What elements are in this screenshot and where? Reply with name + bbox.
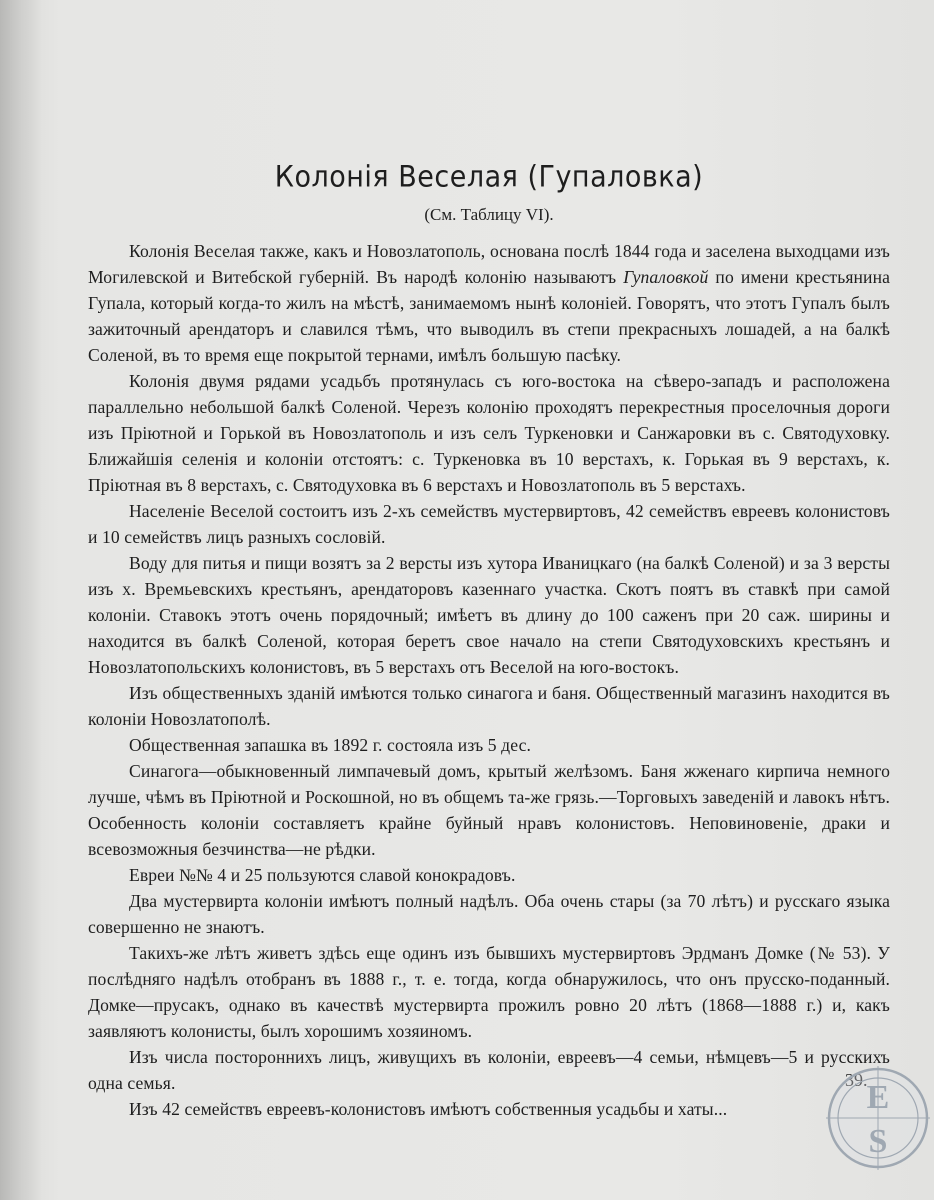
paragraph-5: Изъ общественныхъ зданій имѣются только синагога и баня. Общественный магазинъ находится въ колоніи Новозлатополѣ. [88, 683, 890, 729]
paragraph-6: Общественная запашка въ 1892 г. состояла изъ 5 дес. [129, 735, 531, 755]
page-title: Колонія Веселая (Гупаловка) [274, 160, 704, 195]
stamp-letter-bottom: S [868, 1123, 888, 1160]
paragraph-7: Синагога—обыкновенный лимпачевый домъ, крытый желѣзомъ. Баня жженаго кирпича немного лучше, чѣмъ въ Пріютной и Роскошной, но въ общемъ та-же грязь.—Торговыхъ заведеній и лавокъ нѣтъ. Особенность колоніи составляетъ крайне буйный нравъ колонистовъ. Неповиновеніе, драки и всевозможныя безчинства—не рѣдки. [88, 761, 890, 859]
italic-name: Гупаловкой [623, 267, 709, 287]
paragraph-9: Два мустервирта колоніи имѣютъ полный надѣлъ. Оба очень стары (за 70 лѣтъ) и русскаго языка совершенно не знаютъ. [88, 891, 890, 937]
paragraph-2: Колонія двумя рядами усадьбъ протянулась съ юго-востока на сѣверо-западъ и расположена параллельно небольшой балкѣ Соленой. Черезъ колонію проходятъ перекрестныя проселочныя дороги изъ Пріютной и Горькой въ Новозлатополь и изъ селъ Туркеновки и Санжаровки въ с. Святодуховку. Ближайшія селенія и колоніи отстоятъ: с. Туркеновка въ 10 верстахъ, к. Горькая въ 9 верстахъ, к. Пріютная въ 8 верстахъ, с. Святодуховка въ 6 верстахъ и Новозлатополь въ 5 верстахъ. [88, 371, 890, 495]
watermark-stamp-icon [824, 1064, 932, 1172]
page-subtitle: (См. Таблицу VI). [424, 205, 554, 224]
paragraph-1: Колонія Веселая также, какъ и Новозлатополь, основана послѣ 1844 года и заселена выходцами изъ Могилевской и Витебской губерній. Въ народѣ колонію называютъ Гупаловкой по имени крестьянина Гупала, который когда-то жилъ на мѣстѣ, занимаемомъ нынѣ колоніей. Говорятъ, что этотъ Гупалъ былъ зажиточный арендаторъ и славился тѣмъ, что выводилъ въ степи прекрасныхъ лошадей, а на балкѣ Соленой, въ то время еще покрытой тернами, имѣлъ большую пасѣку. [88, 241, 890, 365]
paragraph-4: Воду для питья и пищи возятъ за 2 версты изъ хутора Иваницкаго (на балкѣ Соленой) и за 3 версты изъ х. Времьевскихъ крестьянъ, арендаторовъ казеннаго участка. Скотъ поятъ въ ставкѣ при самой колоніи. Ставокъ этотъ очень порядочный; имѣетъ въ длину до 100 саженъ при 20 саж. ширины и находится въ балкѣ Соленой, которая беретъ свое начало на степи Святодуховскихъ крестьянъ и Новозлатопольскихъ колонистовъ, въ 5 верстахъ отъ Веселой на юго-востокъ. [88, 553, 890, 677]
stamp-letter-top: E [866, 1079, 890, 1116]
paragraph-8: Евреи №№ 4 и 25 пользуются славой конокрадовъ. [129, 865, 516, 885]
page-content [88, 160, 890, 1122]
binding-shadow [0, 0, 42, 1200]
paragraph-10: Такихъ-же лѣтъ живетъ здѣсь еще одинъ изъ бывшихъ мустервиртовъ Эрдманъ Домке (№ 53). У послѣдняго надѣлъ отобранъ въ 1888 г., т. е. тогда, когда обнаружилось, что онъ прусско-поданный. Домке—прусакъ, однако въ качествѣ мустервирта прожилъ ровно 20 лѣтъ (1868—1888 г.) и, какъ заявляютъ колонисты, былъ хорошимъ хозяиномъ. [88, 943, 890, 1041]
paragraph-12: Изъ 42 семействъ евреевъ-колонистовъ имѣютъ собственныя усадьбы и хаты... [129, 1099, 728, 1119]
paragraph-11: Изъ числа постороннихъ лицъ, живущихъ въ колоніи, евреевъ—4 семьи, нѣмцевъ—5 и русскихъ одна семья. [88, 1047, 890, 1093]
paragraph-3: Населеніе Веселой состоитъ изъ 2-хъ семействъ мустервиртовъ, 42 семействъ евреевъ колонистовъ и 10 семействъ лицъ разныхъ сословій. [88, 501, 890, 547]
